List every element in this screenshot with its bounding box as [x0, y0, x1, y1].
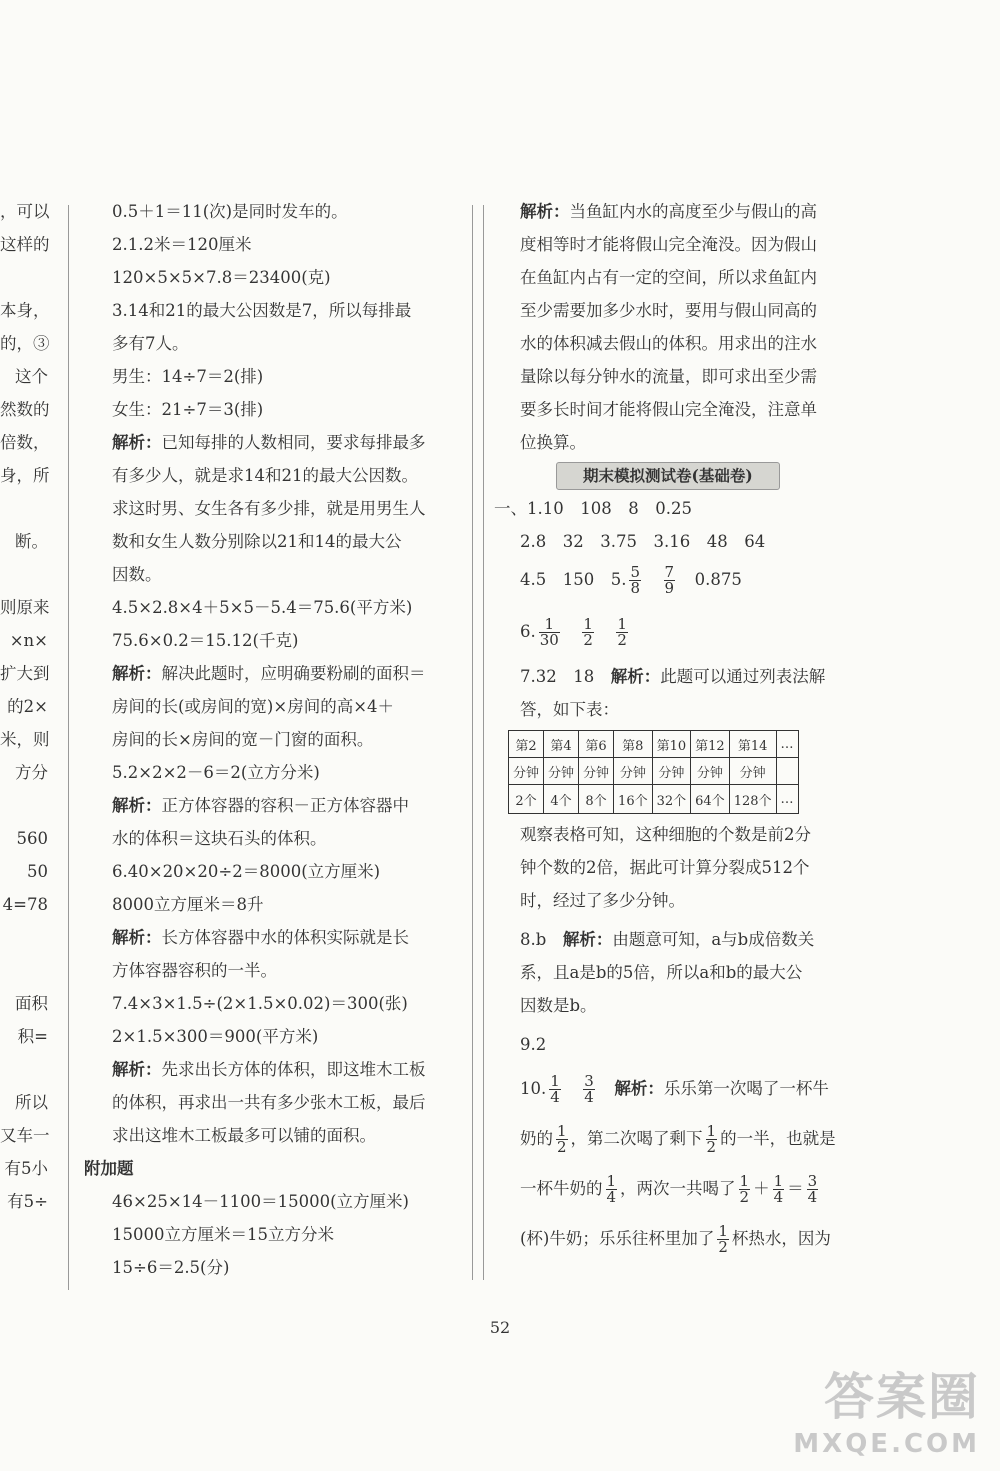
text-line: 7.4×3×1.5÷(2×1.5×0.02)＝300(张): [112, 994, 408, 1013]
text-line: 有多少人，就是求14和21的最大公因数。: [112, 466, 418, 485]
fraction: $\frac{3}{4}$: [807, 1172, 818, 1206]
table-cell: 第14: [729, 731, 776, 758]
text-line: [0, 261, 62, 294]
text-line: ，可以: [0, 202, 50, 221]
text-line: 身，所: [0, 466, 50, 485]
text-line: 度相等时才能将假山完全淹没。因为假山: [520, 235, 817, 254]
table-cell: 第8: [614, 731, 653, 758]
text-line: [0, 492, 62, 525]
text-line: 560: [16, 829, 48, 848]
fraction: $\frac{1}{2}$: [706, 1122, 717, 1156]
text-line: 46×25×14－1100＝15000(立方厘米): [112, 1192, 409, 1211]
analysis-label: 解析：: [610, 667, 661, 686]
table-cell: [776, 758, 798, 785]
text-line: 15000立方厘米＝15立方分米: [112, 1225, 334, 1244]
text-line: 女生：21÷7＝3(排): [112, 400, 264, 419]
section-banner-row: [520, 459, 850, 492]
text-line: 求这时男、女生各有多少排，就是用男生人: [112, 499, 426, 518]
fraction: $\frac{7}{9}$: [664, 563, 675, 597]
text-line: 4=78: [2, 895, 48, 914]
analysis-text: 长方体容器中水的体积实际就是长: [161, 928, 409, 947]
text-line: 房间的长×房间的宽－门窗的面积。: [112, 730, 374, 749]
table-cell: 第4: [544, 731, 579, 758]
text-line: 系，且a是b的5倍，所以a和b的最大公: [520, 963, 803, 982]
table-cell: 32个: [652, 785, 691, 814]
text-line: ×n×: [9, 631, 48, 650]
analysis-label: 解析：: [112, 664, 162, 683]
text-line: [0, 789, 62, 822]
answer-line: 10. $\frac{1}{4}$ $\frac{3}{4}$ 解析：乐乐第一次喝了一杯牛: [520, 1072, 829, 1106]
analysis-line: [112, 426, 464, 459]
analysis-line: [112, 789, 464, 822]
text-line: 房间的长(或房间的宽)×房间的高×4＋: [112, 697, 395, 716]
text-line: 则原来: [0, 598, 50, 617]
text-line: 3.14和21的最大公因数是7，所以每排最: [112, 301, 412, 320]
fraction: $\frac{1}{4}$: [773, 1172, 784, 1206]
table-cell: 第6: [579, 731, 614, 758]
analysis-label: 解析：: [112, 796, 162, 815]
right-column: [494, 195, 850, 1261]
answer-line: 8.b 解析：由题意可知，a与b成倍数关: [520, 930, 815, 949]
analysis-line: [112, 921, 464, 954]
table-cell: 分钟: [652, 758, 691, 785]
analysis-label: 解析：: [112, 433, 162, 452]
text-line: 因数是b。: [520, 996, 597, 1015]
text-line: 75.6×0.2＝15.12(千克): [112, 631, 299, 650]
text-line: 男生：14÷7＝2(排): [112, 367, 264, 386]
analysis-label: 解析：: [112, 928, 162, 947]
text-line: 求出这堆木工板最多可以铺的面积。: [112, 1126, 376, 1145]
text-line: 量除以每分钟水的流量，即可求出至少需: [520, 367, 817, 386]
cell-division-table: [508, 730, 799, 814]
column-divider: [472, 205, 473, 1280]
text-line: 有5÷: [7, 1192, 48, 1211]
text-line: 本身，: [0, 301, 50, 320]
text-line: 水的体积＝这块石头的体积。: [112, 829, 327, 848]
analysis-label: 解析：: [520, 202, 570, 221]
analysis-label: 解析：: [614, 1079, 664, 1098]
text-line: 有5小: [4, 1159, 48, 1178]
text-line: 观察表格可知，这种细胞的个数是前2分: [520, 825, 811, 844]
answer-line: [520, 610, 850, 654]
answer-line: 9.2: [520, 1035, 547, 1054]
text-line: [0, 558, 62, 591]
analysis-text: 正方体容器的容积－正方体容器中: [161, 796, 409, 815]
text-line: 然数的: [0, 400, 50, 419]
analysis-text: 先求出长方体的体积，即这堆木工板: [161, 1060, 426, 1079]
text-line: 方分: [15, 763, 48, 782]
text-line: [0, 1053, 62, 1086]
text-line: 位换算。: [520, 433, 586, 452]
text-line: 120×5×5×7.8＝23400(克): [112, 268, 331, 287]
answer-text: 6.: [520, 622, 536, 641]
text-line: 要多长时间才能将假山完全淹没，注意单: [520, 400, 817, 419]
text-line: 方体容器容积的一半。: [112, 961, 277, 980]
text-line: 的体积，再求出一共有多少张木工板，最后: [112, 1093, 426, 1112]
table-cell: 分钟: [544, 758, 579, 785]
text-line: 多有7人。: [112, 334, 189, 353]
table-cell: …: [776, 785, 798, 814]
watermark-text: 答案圈: [824, 1368, 980, 1426]
analysis-label: 解析：: [562, 930, 613, 949]
table-cell: 第2: [509, 731, 544, 758]
fraction: $\frac{1}{2}$: [739, 1172, 750, 1206]
table-cell: 16个: [614, 785, 653, 814]
text-line: 50: [27, 862, 48, 881]
text-line: 2×1.5×300＝900(平方米): [112, 1027, 319, 1046]
answer-text: 0.875: [694, 570, 742, 589]
table-cell: 第12: [691, 731, 730, 758]
table-cell: 8个: [579, 785, 614, 814]
text-line: 15÷6＝2.5(分): [112, 1258, 230, 1277]
text-line: 一杯牛奶的 $\frac{1}{4}$ ，两次一共喝了 $\frac{1}{2}$ ＋ $\frac{1}{4}$ ＝ $\frac{3}{4}$: [520, 1172, 818, 1206]
table-cell: 第10: [652, 731, 691, 758]
watermark-url: MXQE.COM: [793, 1429, 980, 1459]
fraction: $\frac{3}{4}$: [584, 1072, 594, 1106]
table-cell: 2个: [509, 785, 544, 814]
analysis-line: [520, 195, 850, 228]
text-line: 答，如下表：: [520, 700, 619, 719]
answer-line: 一、1.10 108 8 0.25: [494, 499, 692, 518]
text-line: 面积: [15, 994, 48, 1013]
answer-line: 2.8 32 3.75 3.16 48 64: [520, 532, 766, 551]
text-line: 5.2×2×2－6＝2(立方分米): [112, 763, 320, 782]
analysis-text: 解决此题时，应明确要粉刷的面积＝: [161, 664, 426, 683]
analysis-line: [112, 1053, 464, 1086]
table-cell: 128个: [729, 785, 776, 814]
text-line: 8000立方厘米＝8升: [112, 895, 264, 914]
bonus-heading: 附加题: [84, 1159, 134, 1178]
text-line: 所以: [15, 1093, 48, 1112]
fraction: $\frac{5}{8}$: [630, 563, 641, 597]
text-line: 奶的 $\frac{1}{2}$ ，第二次喝了剩下 $\frac{1}{2}$ 的一半，也就是: [520, 1122, 836, 1156]
text-line: 扩大到: [0, 664, 50, 683]
analysis-label: 解析：: [112, 1060, 162, 1079]
text-line: 的2×: [7, 697, 48, 716]
text-line: 在鱼缸内占有一定的空间，所以求鱼缸内: [520, 268, 817, 287]
text-line: 4.5×2.8×4＋5×5－5.4＝75.6(平方米): [112, 598, 413, 617]
table-cell: 64个: [691, 785, 730, 814]
text-line: 的，③: [0, 334, 50, 353]
section-banner: 期末模拟测试卷(基础卷): [556, 462, 780, 490]
text-line: [0, 954, 62, 987]
text-line: 这个: [15, 367, 48, 386]
text-line: [0, 921, 62, 954]
table-cell: 分钟: [509, 758, 544, 785]
analysis-line: [112, 657, 464, 690]
text-line: 断。: [15, 532, 48, 551]
table-cell: 分钟: [614, 758, 653, 785]
text-line: 2.1.2米＝120厘米: [112, 235, 252, 254]
table-cell: 分钟: [579, 758, 614, 785]
text-line: 积=: [17, 1027, 48, 1046]
analysis-text: 已知每排的人数相同，要求每排最多: [161, 433, 426, 452]
fraction: $\frac{1}{4}$: [606, 1172, 617, 1206]
text-line: (杯)牛奶；乐乐往杯里加了 $\frac{1}{2}$ 杯热水，因为: [520, 1222, 831, 1256]
text-line: 倍数，: [0, 433, 50, 452]
fraction: $\frac{1}{2}$: [583, 615, 593, 649]
watermark: [793, 1357, 980, 1459]
text-line: 至少需要加多少水时，要用与假山同高的: [520, 301, 817, 320]
table-cell: 分钟: [729, 758, 776, 785]
table-cell: …: [776, 731, 798, 758]
text-line: 钟个数的2倍，据此可计算分裂成512个: [520, 858, 810, 877]
text-line: 6.40×20×20÷2＝8000(立方厘米): [112, 862, 381, 881]
middle-column: [84, 195, 464, 1284]
answer-line: [520, 558, 850, 602]
text-line: 这样的: [0, 235, 50, 254]
fraction: $\frac{1}{2}$: [557, 1122, 567, 1156]
text-line: 又车一: [0, 1126, 50, 1145]
fraction: $\frac{1}{2}$: [617, 615, 627, 649]
text-line: 因数。: [112, 565, 162, 584]
text-line: 水的体积减去假山的体积。用求出的注水: [520, 334, 817, 353]
fraction: $\frac{1}{2}$: [718, 1222, 728, 1256]
fraction: $\frac{1}{30}$: [539, 615, 559, 649]
text-line: 时，经过了多少分钟。: [520, 891, 685, 910]
answer-text: 4.5 150 5.: [520, 570, 627, 589]
page-number: 52: [489, 1318, 511, 1337]
answer-line: 7.32 18 解析：此题可以通过列表法解: [520, 667, 826, 686]
left-column: [0, 195, 62, 1218]
column-divider: [68, 205, 69, 1290]
text-line: 数和女生人数分别除以21和14的最大公: [112, 532, 402, 551]
table-cell: 分钟: [691, 758, 730, 785]
fraction: $\frac{1}{4}$: [550, 1072, 560, 1106]
text-line: 0.5＋1＝11(次)是同时发车的。: [112, 202, 348, 221]
table-cell: 4个: [544, 785, 579, 814]
text-line: 米，则: [0, 730, 50, 749]
column-divider: [483, 205, 484, 1280]
analysis-text: 当鱼缸内水的高度至少与假山的高: [569, 202, 817, 221]
